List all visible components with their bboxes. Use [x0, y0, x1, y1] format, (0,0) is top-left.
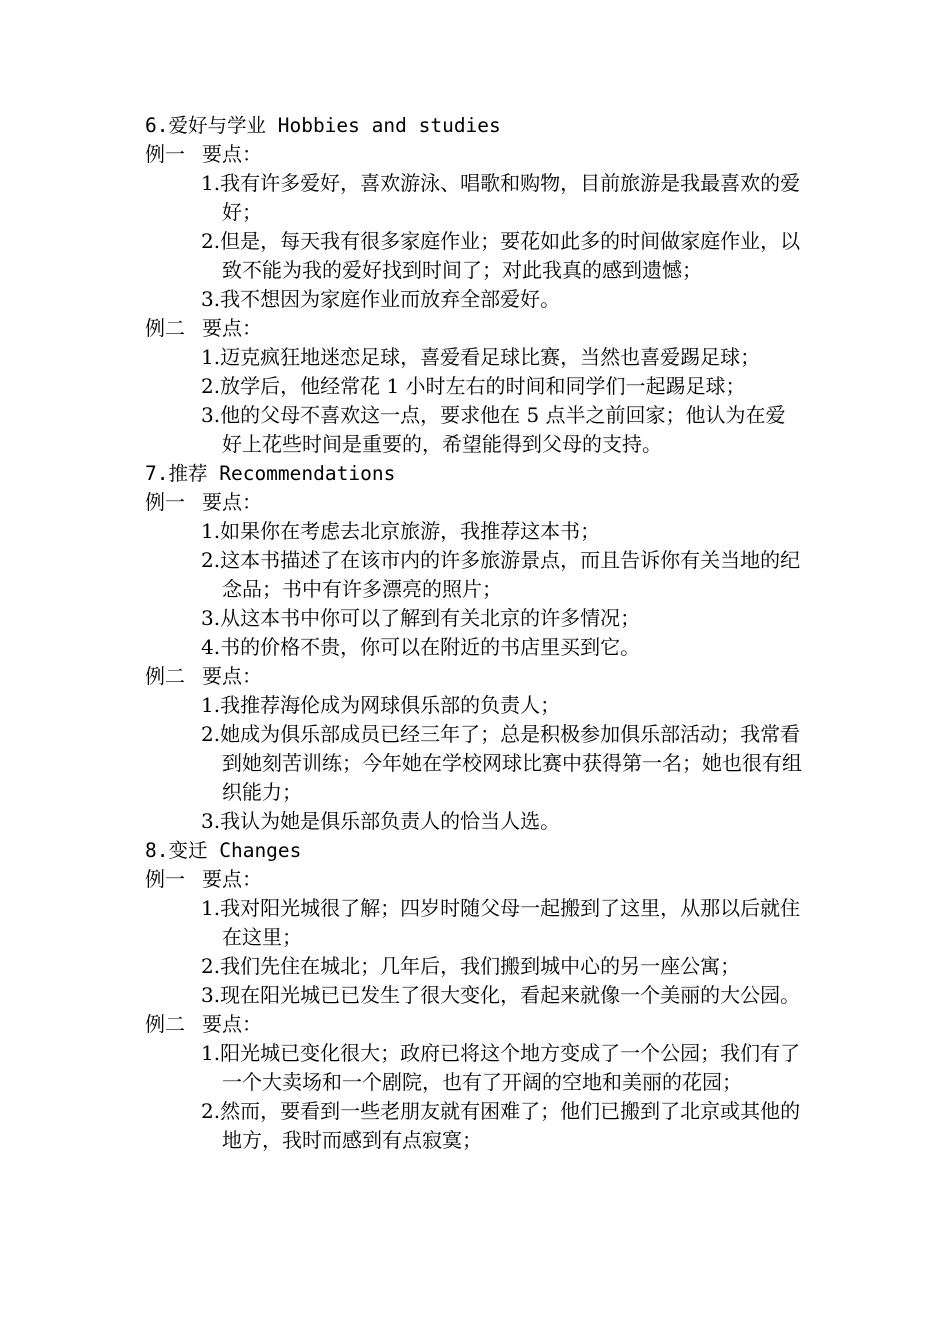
list-item: 1.我推荐海伦成为网球俱乐部的负责人； [201, 693, 561, 717]
list-item: 2.然而，要看到一些老朋友就有困难了；他们已搬到了北京或其他的地方，我时而感到有点寂寞； [201, 1099, 801, 1152]
example-number: 例一 [145, 867, 185, 891]
document-body [145, 111, 825, 1155]
points-label: 要点： [202, 1012, 262, 1036]
example-label [145, 662, 825, 691]
example-number: 例一 [145, 490, 185, 514]
example-label [145, 1010, 825, 1039]
list-item: 4.书的价格不贵，你可以在附近的书店里买到它。 [201, 635, 641, 659]
list-item: 2.放学后，他经常花 1 小时左右的时间和同学们一起踢足球； [201, 374, 746, 398]
example-label [145, 488, 825, 517]
points-label: 要点： [202, 490, 262, 514]
list-item: 1.我对阳光城很了解；四岁时随父母一起搬到了这里，从那以后就住在这里； [201, 896, 801, 949]
example-label [145, 314, 825, 343]
example-number: 例一 [145, 142, 185, 166]
example-label [145, 865, 825, 894]
example-number: 例二 [145, 316, 185, 340]
list-item: 1.阳光城已变化很大；政府已将这个地方变成了一个公园；我们有了一个大卖场和一个剧院，也有了开阔的空地和美丽的花园； [201, 1041, 801, 1094]
points-label: 要点： [202, 142, 262, 166]
list-item: 2.我们先住在城北；几年后，我们搬到城中心的另一座公寓； [201, 954, 741, 978]
points-label: 要点： [202, 867, 262, 891]
list-item: 3.我认为她是俱乐部负责人的恰当人选。 [201, 809, 561, 833]
example-label [145, 140, 825, 169]
list-item: 3.他的父母不喜欢这一点，要求他在 5 点半之前回家；他认为在爱好上花些时间是重要的，希望能得到父母的支持。 [201, 403, 786, 456]
list-item: 1.迈克疯狂地迷恋足球，喜爱看足球比赛，当然也喜爱踢足球； [201, 345, 761, 369]
example-number: 例二 [145, 1012, 185, 1036]
points-label: 要点： [202, 316, 262, 340]
list-item: 2.她成为俱乐部成员已经三年了；总是积极参加俱乐部活动；我常看到她刻苦训练；今年她在学校网球比赛中获得第一名；她也很有组织能力； [201, 722, 802, 804]
list-item: 1.如果你在考虑去北京旅游，我推荐这本书； [201, 519, 601, 543]
list-item: 3.我不想因为家庭作业而放弃全部爱好。 [201, 287, 561, 311]
section-title: 7.推荐 Recommendations [145, 462, 396, 485]
section-title: 6.爱好与学业 Hobbies and studies [145, 114, 501, 137]
list-item: 1.我有许多爱好，喜欢游泳、唱歌和购物，目前旅游是我最喜欢的爱好； [201, 171, 801, 224]
list-item: 3.现在阳光城已已发生了很大变化，看起来就像一个美丽的大公园。 [201, 983, 801, 1007]
list-item: 2.这本书描述了在该市内的许多旅游景点，而且告诉你有关当地的纪念品；书中有许多漂亮的照片； [201, 548, 801, 601]
list-item: 2.但是，每天我有很多家庭作业；要花如此多的时间做家庭作业，以致不能为我的爱好找到时间了；对此我真的感到遗憾； [201, 229, 801, 282]
section-title: 8.变迁 Changes [145, 839, 302, 862]
list-item: 3.从这本书中你可以了解到有关北京的许多情况； [201, 606, 641, 630]
example-number: 例二 [145, 664, 185, 688]
points-label: 要点： [202, 664, 262, 688]
